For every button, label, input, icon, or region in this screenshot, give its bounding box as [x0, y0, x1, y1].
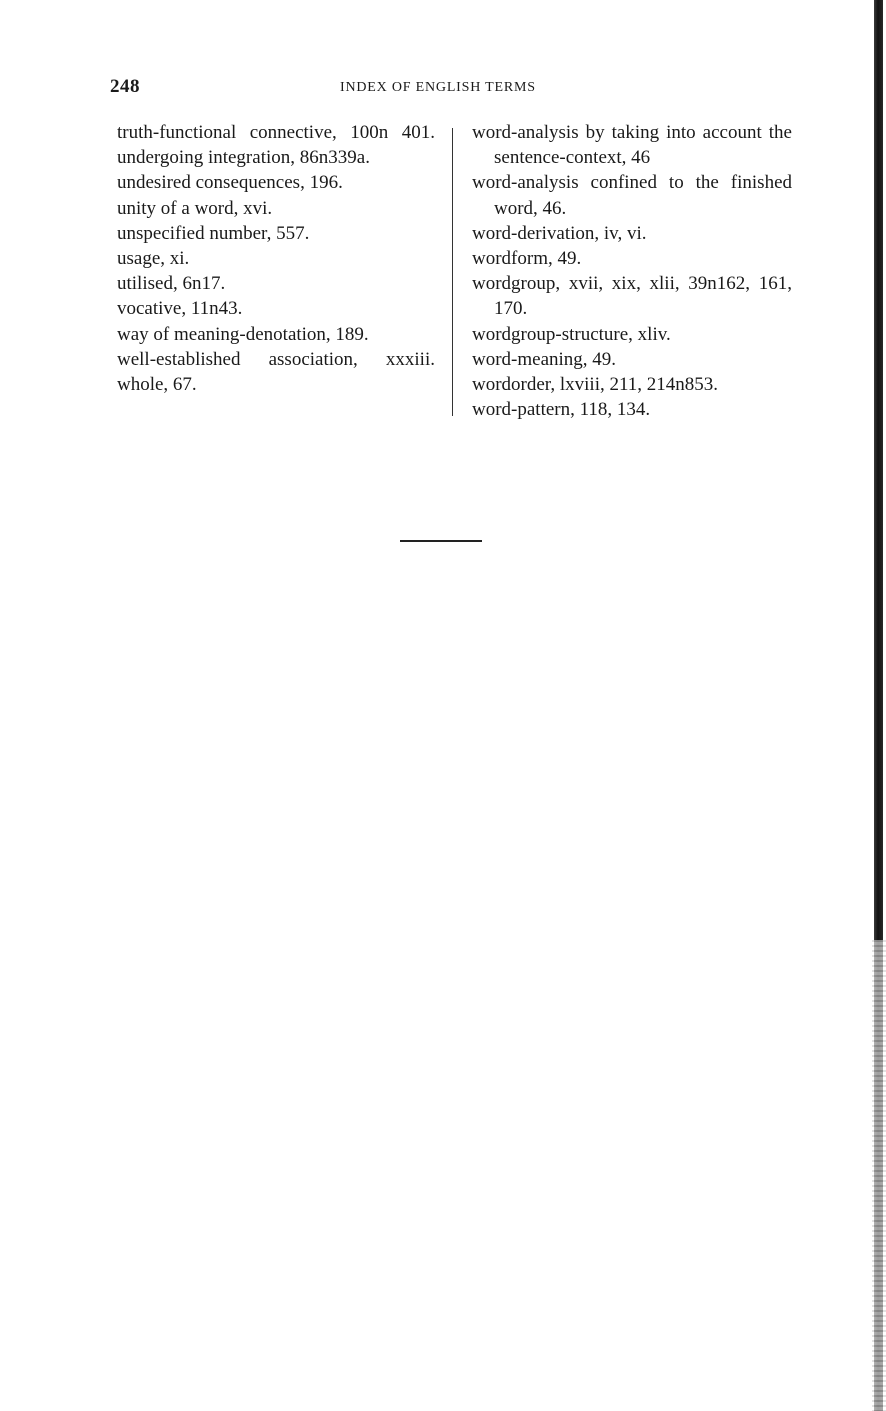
- index-entry: unity of a word, xvi.: [117, 197, 273, 219]
- index-entry: wordgroup, xvii, xix, xlii, 39n162, 161, 170.: [472, 273, 792, 320]
- index-column-right: [472, 120, 792, 422]
- index-column-left: [117, 120, 435, 397]
- index-entry: word-derivation, iv, vi.: [472, 222, 647, 244]
- index-entry: word-analysis by taking into account the sentence-context, 46: [472, 122, 792, 169]
- index-entry: truth-functional connective, 100n 401.: [117, 122, 435, 143]
- index-entry: whole, 67.: [117, 374, 197, 396]
- index-entry: unspecified number, 557.: [117, 222, 310, 244]
- index-entry: word-meaning, 49.: [472, 348, 617, 370]
- book-binding-shadow: [872, 940, 886, 1411]
- index-entry: usage, xi.: [117, 248, 190, 270]
- running-head: INDEX OF ENGLISH TERMS: [340, 80, 536, 95]
- index-entry: word-pattern, 118, 134.: [472, 399, 651, 421]
- index-entry: vocative, 11n43.: [117, 298, 243, 320]
- index-entry: undergoing integration, 86n339a.: [117, 147, 370, 169]
- index-entry: wordgroup-structure, xliv.: [472, 323, 671, 345]
- index-entry: wordform, 49.: [472, 248, 582, 270]
- index-entry: word-analysis confined to the finished word, 46.: [472, 172, 792, 219]
- index-entry: wordorder, lxviii, 211, 214n853.: [472, 374, 719, 396]
- index-entry: well-established association, xxxiii.: [117, 348, 435, 370]
- end-of-index-rule: [400, 540, 482, 542]
- page-number: 248: [110, 76, 140, 97]
- index-entry: way of meaning-denotation, 189.: [117, 323, 369, 345]
- index-entry: undesired consequences, 196.: [117, 172, 343, 194]
- index-entry: utilised, 6n17.: [117, 273, 226, 295]
- column-divider: [452, 128, 453, 416]
